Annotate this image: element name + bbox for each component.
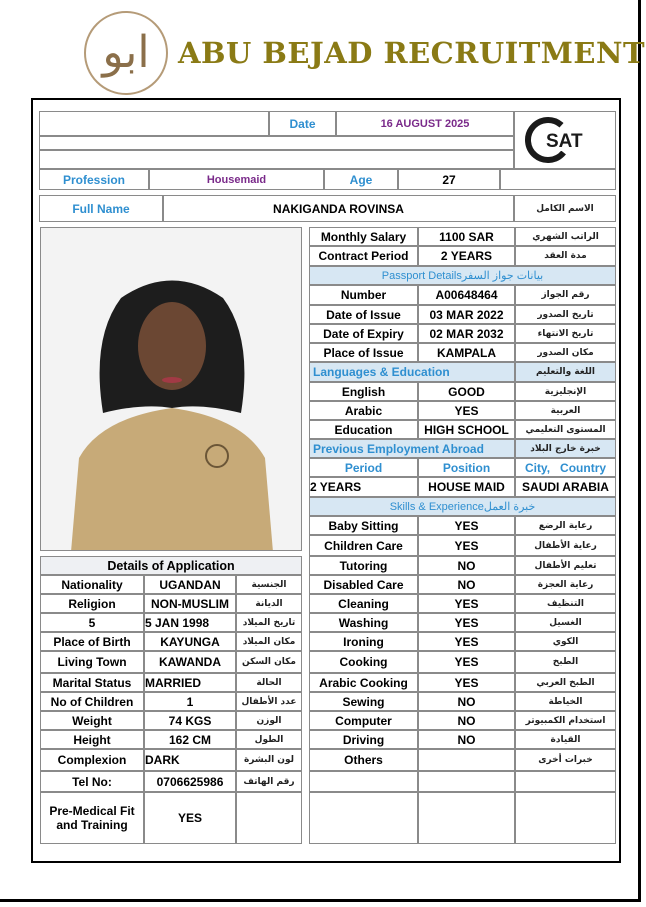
language-row-value: HIGH SCHOOL: [418, 420, 515, 439]
passport-row-value: A00648464: [418, 285, 515, 305]
profession-label: Profession: [39, 169, 149, 190]
application-row-ar: الحالة: [236, 673, 302, 692]
blank-cell: [418, 792, 515, 844]
application-row-value: MARRIED: [144, 673, 236, 692]
passport-row-ar: مكان الصدور: [515, 343, 616, 362]
monthly-salary-value: 1100 SAR: [418, 227, 515, 246]
skill-row-value: YES: [418, 535, 515, 556]
application-row-value: UGANDAN: [144, 575, 236, 594]
employment-col-position: Position: [418, 458, 515, 477]
skill-row-ar: الكوي: [515, 632, 616, 651]
application-row-ar: عدد الأطفال: [236, 692, 302, 711]
skill-row-value: YES: [418, 613, 515, 632]
language-row-ar: العربية: [515, 401, 616, 420]
employment-col-country: City, Country: [515, 458, 616, 477]
contract-period-label: Contract Period: [309, 246, 418, 266]
skill-row-label: Baby Sitting: [309, 516, 418, 535]
language-row-label: Arabic: [309, 401, 418, 420]
application-row-value: KAWANDA: [144, 651, 236, 673]
contract-period-value: 2 YEARS: [418, 246, 515, 266]
candidate-photo: [40, 227, 302, 551]
blank-cell: [500, 169, 616, 190]
passport-row-label: Date of Issue: [309, 305, 418, 324]
application-row-value: KAYUNGA: [144, 632, 236, 651]
skill-row-value: YES: [418, 594, 515, 613]
application-row-label: Weight: [40, 711, 144, 730]
language-row-value: YES: [418, 401, 515, 420]
medical-label: Pre-Medical Fit and Training: [40, 792, 144, 844]
skill-row-label: Driving: [309, 730, 418, 749]
blank-cell: [418, 771, 515, 792]
fullname-value: NAKIGANDA ROVINSA: [163, 195, 514, 222]
language-row-ar: الإنجليزية: [515, 382, 616, 401]
skill-row-label: Cooking: [309, 651, 418, 673]
skill-row-label: Computer: [309, 711, 418, 730]
blank-row: [39, 136, 514, 150]
language-row-ar: المستوى التعليمي: [515, 420, 616, 439]
application-row-value: 0706625986: [144, 771, 236, 792]
skill-row-label: Cleaning: [309, 594, 418, 613]
skill-row-ar: رعاية العجزة: [515, 575, 616, 594]
passport-row-value: 03 MAR 2022: [418, 305, 515, 324]
skill-row-ar: الخياطة: [515, 692, 616, 711]
blank-cell: [309, 792, 418, 844]
application-row-label: Nationality: [40, 575, 144, 594]
application-row-label: No of Children: [40, 692, 144, 711]
blank-cell: [309, 771, 418, 792]
skill-row-ar: رعاية الأطفال: [515, 535, 616, 556]
application-row-label: Tel No:: [40, 771, 144, 792]
skill-row-value: NO: [418, 556, 515, 575]
monthly-salary-label: Monthly Salary: [309, 227, 418, 246]
company-title: ABU BEJAD RECRUITMENT: [178, 36, 646, 70]
application-row-label: Place of Birth: [40, 632, 144, 651]
skill-row-value: [418, 749, 515, 771]
passport-row-ar: رقم الجواز: [515, 285, 616, 305]
application-row-ar: رقم الهاتف: [236, 771, 302, 792]
skill-row-label: Others: [309, 749, 418, 771]
application-row-label: Complexion: [40, 749, 144, 771]
blank-cell: [39, 111, 269, 136]
skill-row-value: YES: [418, 673, 515, 692]
skill-row-value: NO: [418, 692, 515, 711]
skill-row-ar: الغسيل: [515, 613, 616, 632]
date-value: 16 AUGUST 2025: [336, 111, 514, 136]
skill-row-value: NO: [418, 575, 515, 594]
partner-logo-frame: [514, 111, 616, 169]
blank-cell: [515, 771, 616, 792]
blank-cell: [515, 792, 616, 844]
age-value: 27: [398, 169, 500, 190]
skill-row-ar: استخدام الكمبيوتر: [515, 711, 616, 730]
passport-row-label: Place of Issue: [309, 343, 418, 362]
skill-row-value: NO: [418, 730, 515, 749]
application-section-header: Details of Application: [40, 556, 302, 575]
application-row-value: 5 JAN 1998: [144, 613, 236, 632]
employment-section-header: Previous Employment Abroad: [309, 439, 515, 458]
blank-cell: [236, 792, 302, 844]
skill-row-label: Washing: [309, 613, 418, 632]
employment-country: SAUDI ARABIA: [515, 477, 616, 497]
application-row-label: Marital Status: [40, 673, 144, 692]
employment-col-period: Period: [309, 458, 418, 477]
company-logo: [84, 11, 168, 95]
application-row-ar: تاريخ الميلاد: [236, 613, 302, 632]
application-row-ar: الديانة: [236, 594, 302, 613]
employment-section-ar: خبرة خارج البلاد: [515, 439, 616, 458]
languages-section-header: Languages & Education: [309, 362, 515, 382]
application-row-ar: الوزن: [236, 711, 302, 730]
skills-section-header: Skills & Experienceخبرة العمل: [309, 497, 616, 516]
passport-row-label: Number: [309, 285, 418, 305]
application-row-ar: مكان السكن: [236, 651, 302, 673]
fullname-label: Full Name: [39, 195, 163, 222]
language-row-label: Education: [309, 420, 418, 439]
passport-row-ar: تاريخ الانتهاء: [515, 324, 616, 343]
language-row-label: English: [309, 382, 418, 401]
application-row-value: DARK: [144, 749, 236, 771]
fullname-ar: الاسم الكامل: [514, 195, 616, 222]
skill-row-ar: الطبخ العربي: [515, 673, 616, 692]
passport-row-value: KAMPALA: [418, 343, 515, 362]
application-row-value: NON-MUSLIM: [144, 594, 236, 613]
skill-row-value: YES: [418, 632, 515, 651]
skill-row-value: NO: [418, 711, 515, 730]
skill-row-value: YES: [418, 651, 515, 673]
passport-row-label: Date of Expiry: [309, 324, 418, 343]
employment-position: HOUSE MAID: [418, 477, 515, 497]
application-row-label: Living Town: [40, 651, 144, 673]
age-label: Age: [324, 169, 398, 190]
skill-row-label: Arabic Cooking: [309, 673, 418, 692]
application-row-value: 1: [144, 692, 236, 711]
application-row-value: 162 CM: [144, 730, 236, 749]
date-label: Date: [269, 111, 336, 136]
application-row-ar: لون البشرة: [236, 749, 302, 771]
blank-row: [39, 150, 514, 169]
skill-row-ar: رعاية الرضع: [515, 516, 616, 535]
employment-period: 2 YEARS: [309, 477, 418, 497]
partner-logo-text: SAT: [546, 131, 583, 152]
profession-value: Housemaid: [149, 169, 324, 190]
application-row-ar: الطول: [236, 730, 302, 749]
skill-row-ar: القيادة: [515, 730, 616, 749]
passport-section-header: Passport Detailsبيانات جواز السفر: [309, 266, 616, 285]
application-row-ar: الجنسية: [236, 575, 302, 594]
application-row-ar: مكان الميلاد: [236, 632, 302, 651]
medical-value: YES: [144, 792, 236, 844]
logo-glyph: ابو: [102, 27, 150, 78]
skill-row-label: Ironing: [309, 632, 418, 651]
application-row-label: 5: [40, 613, 144, 632]
skill-row-label: Tutoring: [309, 556, 418, 575]
skill-row-label: Children Care: [309, 535, 418, 556]
skill-row-label: Sewing: [309, 692, 418, 711]
application-row-label: Religion: [40, 594, 144, 613]
passport-row-ar: تاريخ الصدور: [515, 305, 616, 324]
application-row-label: Height: [40, 730, 144, 749]
skill-row-ar: خبرات أخرى: [515, 749, 616, 771]
application-row-value: 74 KGS: [144, 711, 236, 730]
skill-row-value: YES: [418, 516, 515, 535]
monthly-salary-ar: الراتب الشهري: [515, 227, 616, 246]
skill-row-ar: التنظيف: [515, 594, 616, 613]
language-row-value: GOOD: [418, 382, 515, 401]
skill-row-ar: تعليم الأطفال: [515, 556, 616, 575]
languages-section-ar: اللغة والتعليم: [515, 362, 616, 382]
contract-period-ar: مدة العقد: [515, 246, 616, 266]
skill-row-ar: الطبخ: [515, 651, 616, 673]
skill-row-label: Disabled Care: [309, 575, 418, 594]
passport-row-value: 02 MAR 2032: [418, 324, 515, 343]
